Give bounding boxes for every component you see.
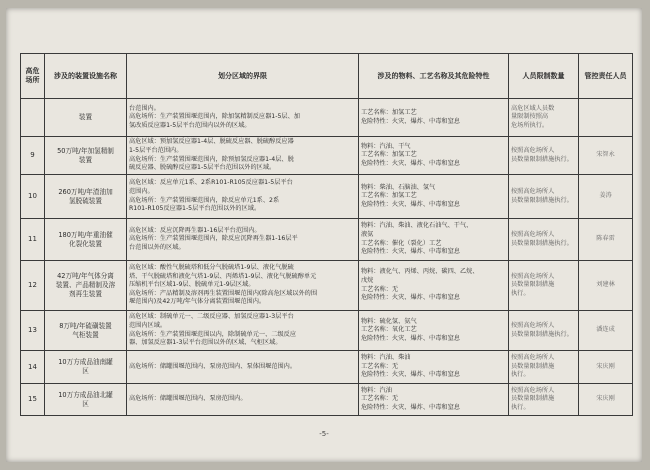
personnel-limit-cell-line: 执行。: [511, 403, 530, 411]
responsible-person-cell: 姜涛: [579, 175, 633, 219]
personnel-limit-cell: [509, 384, 579, 416]
page-number: -5-: [319, 430, 329, 438]
table-row: [21, 311, 633, 351]
hazard-area-table: [20, 53, 633, 416]
area-boundary-cell-line: 高危场所：储罐围堰范围内、泵房范围内、泵体围堰范围内。: [129, 362, 297, 370]
facility-name-cell-line: 区: [82, 399, 89, 408]
table-row: [21, 384, 633, 416]
responsible-person-cell: 宋庆刚: [579, 351, 633, 384]
area-boundary-cell-line: 硫反应器、脱硫醇反应器1-5层平台范围以外的区域。: [129, 164, 276, 172]
facility-name-cell-line: 180万吨/年重油催: [58, 230, 113, 239]
materials-hazards-cell: [359, 175, 509, 219]
facility-name-cell: [45, 137, 127, 175]
materials-hazards-cell-line: 工艺名称：加氢工艺: [361, 108, 417, 116]
facility-name-cell: [45, 351, 127, 384]
facility-name-cell-line: 10万方成品油南罐: [58, 358, 113, 366]
area-boundary-cell-line: 高危区域：反应沉降再生器1-16层平台范围内。: [129, 226, 261, 234]
document-page: [6, 8, 642, 462]
materials-hazards-cell: [359, 219, 509, 261]
facility-name-cell-line: 氢脱硫装置: [69, 196, 102, 205]
header-area-boundary: 划分区域的界限: [127, 54, 359, 99]
area-boundary-cell-line: 氢改质反应器1-5层平台范围内以外的区域。: [129, 121, 251, 129]
area-boundary-cell-line: 堰范围内)及42万吨/年气体分离装置围堰范围内。: [129, 298, 266, 306]
personnel-limit-cell-line: 高危区域人员数: [511, 104, 555, 112]
materials-hazards-cell-line: 工艺名称：氧化工艺: [361, 326, 417, 334]
area-boundary-cell-line: 范围内。: [129, 187, 154, 195]
row-number-cell: 12: [21, 261, 45, 311]
area-boundary-cell: [127, 261, 359, 311]
area-boundary-cell: [127, 175, 359, 219]
materials-hazards-cell-line: 液氨: [361, 230, 374, 238]
materials-hazards-cell: [359, 99, 509, 137]
materials-hazards-cell-line: 物料：柴油、石脑油、氢气: [361, 183, 436, 191]
table-header-row: [21, 54, 633, 99]
personnel-limit-cell-line: 按照高危场所人: [511, 272, 555, 280]
facility-name-cell: [45, 219, 127, 261]
materials-hazards-cell-line: 危险特性：火灾、爆炸、中毒和窒息: [361, 294, 460, 302]
materials-hazards-cell-line: 工艺名称：无: [361, 285, 399, 293]
area-boundary-cell-line: 高危场所：生产装置围堰范围内，除预加氢反应器1-4层、脱: [129, 155, 294, 163]
area-boundary-cell: [127, 351, 359, 384]
materials-hazards-cell-line: 工艺名称：加氢工艺: [361, 151, 417, 159]
table-row: [21, 261, 633, 311]
table-row: [21, 219, 633, 261]
facility-name-cell: [45, 261, 127, 311]
area-boundary-cell-line: 高危区域：反应单元1系、2系R101-R105反应器1-5层平台: [129, 179, 293, 187]
personnel-limit-cell-line: 员数量限制措施: [511, 362, 555, 370]
personnel-limit-cell-line: 员数量限制措施执行。: [511, 155, 573, 163]
materials-hazards-cell-line: 危险特性：火灾、爆炸、中毒和窒息: [361, 248, 460, 256]
facility-name-cell-line: 装置: [78, 113, 93, 121]
materials-hazards-cell-line: 物料：液化气、丙烯、丙烷、碳四、乙烷、: [361, 268, 479, 276]
area-boundary-cell-line: 高危场所：生产装置围堰范围内，除反应沉降再生器1-16层平: [129, 235, 298, 243]
header-responsible-person: 管控责任人员: [579, 54, 633, 99]
area-boundary-cell-line: 高危场所：储罐围堰范围内、泵房范围内。: [129, 395, 247, 403]
personnel-limit-cell-line: 按照高危场所人: [511, 187, 555, 195]
area-boundary-cell-line: 高危场所：生产装置围堰范围内，除加氢精制反应器1-5层、加: [129, 113, 300, 121]
personnel-limit-cell-line: 危场所执行。: [511, 121, 549, 129]
area-boundary-cell: [127, 219, 359, 261]
personnel-limit-cell: [509, 219, 579, 261]
area-boundary-cell-line: 器、加氢反应器1-3层平台范围以外的区域、气柜区域。: [129, 339, 282, 347]
facility-name-cell-line: 剂再生装置: [69, 290, 102, 298]
materials-hazards-cell-line: 物料：硫化氢、氨气: [361, 317, 417, 325]
materials-hazards-cell-line: 工艺名称：加氢工艺: [361, 192, 417, 200]
materials-hazards-cell-line: 物料：汽油、干气: [361, 142, 411, 150]
row-number-cell: 11: [21, 219, 45, 261]
personnel-limit-cell: [509, 99, 579, 137]
materials-hazards-cell-line: 工艺名称：催化（裂化）工艺: [361, 239, 442, 247]
materials-hazards-cell-line: 危险特性：火灾、爆炸、中毒和窒息: [361, 117, 460, 125]
area-boundary-cell-line: 高危场所：产品精制及溶剂再生装置围堰范围内(除高危区域以外的围: [129, 289, 318, 297]
personnel-limit-cell: [509, 351, 579, 384]
materials-hazards-cell: [359, 137, 509, 175]
facility-name-cell: [45, 99, 127, 137]
area-boundary-cell-line: 高危区域：预加氢反应器1-4层、脱硫反应器、脱硫醇反应器: [129, 138, 294, 146]
personnel-limit-cell-line: 执行。: [511, 289, 530, 297]
facility-name-cell-line: 气柜装置: [72, 330, 99, 339]
area-boundary-cell: [127, 384, 359, 416]
materials-hazards-cell-line: 物料：汽油、柴油: [361, 354, 411, 362]
facility-name-cell-line: 8万吨/年硫磺装置: [59, 321, 112, 330]
area-boundary-cell-line: 塔、干气脱硫塔和液化气塔1-9层、丙烯塔1-9层、液化气脱硫醇单元: [129, 272, 317, 280]
personnel-limit-cell-line: 按照高危场所人: [511, 230, 555, 238]
facility-name-cell-line: 10万方成品油北罐: [58, 390, 113, 399]
facility-name-cell-line: 化裂化装置: [69, 239, 102, 248]
row-number-cell: 10: [21, 175, 45, 219]
area-boundary-cell: [127, 137, 359, 175]
personnel-limit-cell-line: 按照高危场所人: [511, 386, 555, 394]
responsible-person-cell: 宋庆刚: [579, 384, 633, 416]
area-boundary-cell-line: 高危区域：酸性气脱硫塔和低分气脱硫塔1-9层、液化气脱硫: [129, 264, 294, 272]
area-boundary-cell-line: 高危区域：制硫单元一、二级反应器、加氢反应器1-3层平台: [129, 313, 294, 321]
personnel-limit-cell-line: 员数量限制措施执行。: [511, 239, 573, 247]
facility-name-cell-line: 装置: [78, 155, 93, 164]
materials-hazards-cell-line: 戊烷: [361, 276, 374, 284]
personnel-limit-cell: [509, 175, 579, 219]
personnel-limit-cell-line: 按照高危场所人: [511, 146, 555, 154]
personnel-limit-cell-line: 按照高危场所人: [511, 354, 555, 362]
facility-name-cell: [45, 384, 127, 416]
responsible-person-cell: 宋智永: [579, 137, 633, 175]
personnel-limit-cell-line: 员数量限制措施执行。: [511, 196, 573, 204]
row-number-cell: 13: [21, 311, 45, 351]
facility-name-cell-line: 260万吨/年渣油加: [58, 187, 113, 196]
materials-hazards-cell-line: 危险特性：火灾、爆炸、中毒和窒息: [361, 159, 460, 167]
personnel-limit-cell: [509, 311, 579, 351]
personnel-limit-cell: [509, 261, 579, 311]
materials-hazards-cell-line: 危险特性：火灾、爆炸、中毒和窒息: [361, 200, 460, 208]
table-row: [21, 351, 633, 384]
area-boundary-cell-line: R101-R105反应器1-5层平台范围以外的区域。: [129, 205, 261, 213]
responsible-person-cell: 潘连成: [579, 311, 633, 351]
personnel-limit-cell-line: 员数量限制措施执行。: [511, 330, 573, 338]
facility-name-cell-line: 42万吨/年气体分离: [57, 272, 114, 280]
personnel-limit-cell-line: 执行。: [511, 371, 530, 379]
responsible-person-cell: 刘建林: [579, 261, 633, 311]
area-boundary-cell-line: 范围内区域。: [129, 321, 167, 329]
table-row: [21, 137, 633, 175]
table-row: [21, 175, 633, 219]
materials-hazards-cell-line: 物料：汽油: [361, 386, 392, 394]
responsible-person-cell: [579, 99, 633, 137]
materials-hazards-cell-line: 危险特性：火灾、爆炸、中毒和窒息: [361, 334, 460, 342]
responsible-person-cell: 陈春雷: [579, 219, 633, 261]
personnel-limit-cell: [509, 137, 579, 175]
header-high-risk-site: 高危场所: [21, 54, 45, 99]
materials-hazards-cell: [359, 351, 509, 384]
area-boundary-cell-line: 1-5层平台范围内。: [129, 146, 183, 154]
area-boundary-cell: [127, 311, 359, 351]
materials-hazards-cell: [359, 261, 509, 311]
area-boundary-cell-line: 台范围内。: [129, 104, 160, 112]
materials-hazards-cell-line: 危险特性：火灾、爆炸、中毒和窒息: [361, 403, 460, 411]
row-number-cell: 9: [21, 137, 45, 175]
facility-name-cell-line: 装置、产品精制及溶: [55, 281, 116, 289]
materials-hazards-cell-line: 危险特性：火灾、爆炸、中毒和窒息: [361, 371, 460, 379]
facility-name-cell-line: 区: [82, 367, 89, 375]
materials-hazards-cell-line: 工艺名称：无: [361, 362, 399, 370]
area-boundary-cell-line: 高危场所：生产装置围堰范围以内，除制硫单元一、二级反应: [129, 330, 297, 338]
area-boundary-cell-line: 压缩机平台区域1-9层、脱硫单元1-9层区域。: [129, 281, 255, 289]
personnel-limit-cell-line: 员数量限制措施: [511, 281, 555, 289]
area-boundary-cell-line: 台范围以外的区域。: [129, 243, 185, 251]
table-row: [21, 99, 633, 137]
materials-hazards-cell: [359, 311, 509, 351]
table-body: [21, 99, 633, 416]
materials-hazards-cell-line: 工艺名称：无: [361, 395, 399, 403]
row-number-cell: [21, 99, 45, 137]
facility-name-cell: [45, 175, 127, 219]
personnel-limit-cell-line: 员数量限制措施: [511, 395, 555, 403]
row-number-cell: 15: [21, 384, 45, 416]
header-facility-name: 涉及的装置设施名称: [45, 54, 127, 99]
facility-name-cell-line: 50万吨/年加氢精制: [57, 146, 114, 155]
personnel-limit-cell-line: 量限制按照高: [511, 113, 549, 121]
header-materials-hazards: 涉及的物料、工艺名称及其危险特性: [359, 54, 509, 99]
row-number-cell: 14: [21, 351, 45, 384]
area-boundary-cell: [127, 99, 359, 137]
facility-name-cell: [45, 311, 127, 351]
personnel-limit-cell-line: 按照高危场所人: [511, 321, 555, 329]
materials-hazards-cell: [359, 384, 509, 416]
header-personnel-limit: 人员限制数量: [509, 54, 579, 99]
area-boundary-cell-line: 高危场所：生产装置围堰范围内，除反应单元1系、2系: [129, 196, 280, 204]
materials-hazards-cell-line: 物料：汽油、柴油、液化石油气、干气、: [361, 222, 473, 230]
